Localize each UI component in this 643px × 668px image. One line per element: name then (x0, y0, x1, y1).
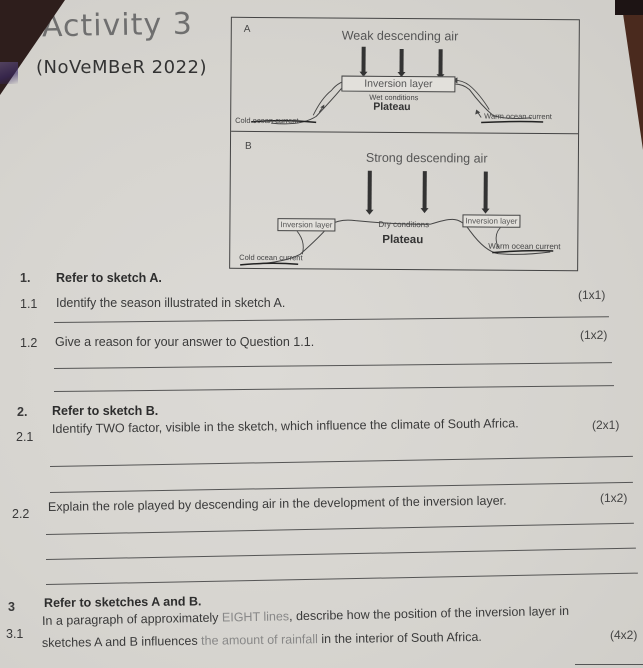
question-3-1-text-part: the amount of rainfall (201, 632, 318, 648)
sketch-a-conditions: Wet conditions (369, 92, 419, 103)
sketch-a-warm-current: Warm ocean current (484, 111, 552, 122)
question-3-1-text-part: In a paragraph of approximately (41, 610, 223, 628)
question-3-1-text-part: sketches A and B influences (41, 633, 202, 650)
question-2-2-marks: (1x2) (600, 491, 628, 505)
sketch-b-inversion-layer-left: Inversion layer (277, 218, 335, 231)
question-3-1-number: 3.1 (6, 627, 24, 641)
sketch-b-conditions: Dry conditions (378, 219, 430, 230)
sketch-b-plateau: Plateau (382, 233, 424, 247)
question-2-1-text: Identify TWO factor, visible in the sketch, which influence the climate of South Africa. (51, 416, 519, 436)
sketch-figure (229, 17, 580, 271)
down-arrow-icon (484, 172, 488, 210)
activity-title: Activity 3 (41, 6, 194, 45)
down-arrow-icon (368, 171, 372, 211)
question-1-heading: Refer to sketch A. (56, 271, 162, 285)
answer-line[interactable] (575, 664, 643, 665)
question-1-number: 1. (20, 271, 31, 285)
question-3-1-marks: (4x2) (610, 628, 638, 642)
sketch-a-label: A (243, 23, 251, 35)
down-arrow-icon (399, 49, 403, 73)
question-2-2-text: Explain the role played by descending air in the development of the inversion layer. (47, 493, 507, 514)
sketch-b-descending-air: Strong descending air (365, 150, 488, 166)
question-3-number: 3 (8, 600, 15, 614)
question-3-heading: Refer to sketches A and B. (43, 594, 202, 610)
sketch-b-warm-current: Warm ocean current (488, 241, 561, 252)
sketch-a-descending-air: Weak descending air (341, 28, 459, 44)
question-2-1-marks: (2x1) (592, 418, 620, 432)
question-1-1-text: Identify the season illustrated in sketch A. (56, 296, 286, 310)
question-2-2-number: 2.2 (12, 507, 30, 521)
sketch-a-inversion-layer: Inversion layer (341, 76, 455, 93)
question-1-1-number: 1.1 (20, 297, 38, 311)
down-arrow-icon (423, 171, 427, 209)
question-2-number: 2. (17, 405, 28, 419)
question-1-1-marks: (1x1) (578, 288, 606, 302)
down-arrow-icon (361, 47, 365, 73)
down-arrow-icon (438, 49, 442, 75)
sketch-b-cold-current: Cold ocean current (239, 252, 303, 263)
question-1-2-marks: (1x2) (580, 328, 608, 342)
desk-background-top-right (621, 0, 643, 150)
desk-background-corner (615, 0, 643, 15)
question-3-1-text-part: EIGHT lines (221, 609, 290, 625)
question-3-1-text-part: , describe how the position of the inversion layer in (288, 603, 570, 624)
question-1-2-text: Give a reason for your answer to Question 1.1. (55, 335, 315, 349)
question-2-heading: Refer to sketch B. (52, 404, 159, 418)
sketch-a-plateau: Plateau (373, 100, 411, 114)
sketch-lines (230, 18, 579, 270)
desk-object-strip (0, 62, 18, 84)
question-3-1-text-part: in the interior of South Africa. (317, 629, 482, 647)
sketch-b-label: B (244, 140, 252, 152)
question-2-1-number: 2.1 (16, 430, 34, 444)
sketch-b-inversion-layer-right: Inversion layer (462, 214, 520, 227)
question-1-2-number: 1.2 (20, 336, 38, 350)
sketch-a-cold-current: Cold ocean current (235, 115, 299, 126)
activity-date: (NoVeMBeR 2022) (36, 57, 208, 78)
